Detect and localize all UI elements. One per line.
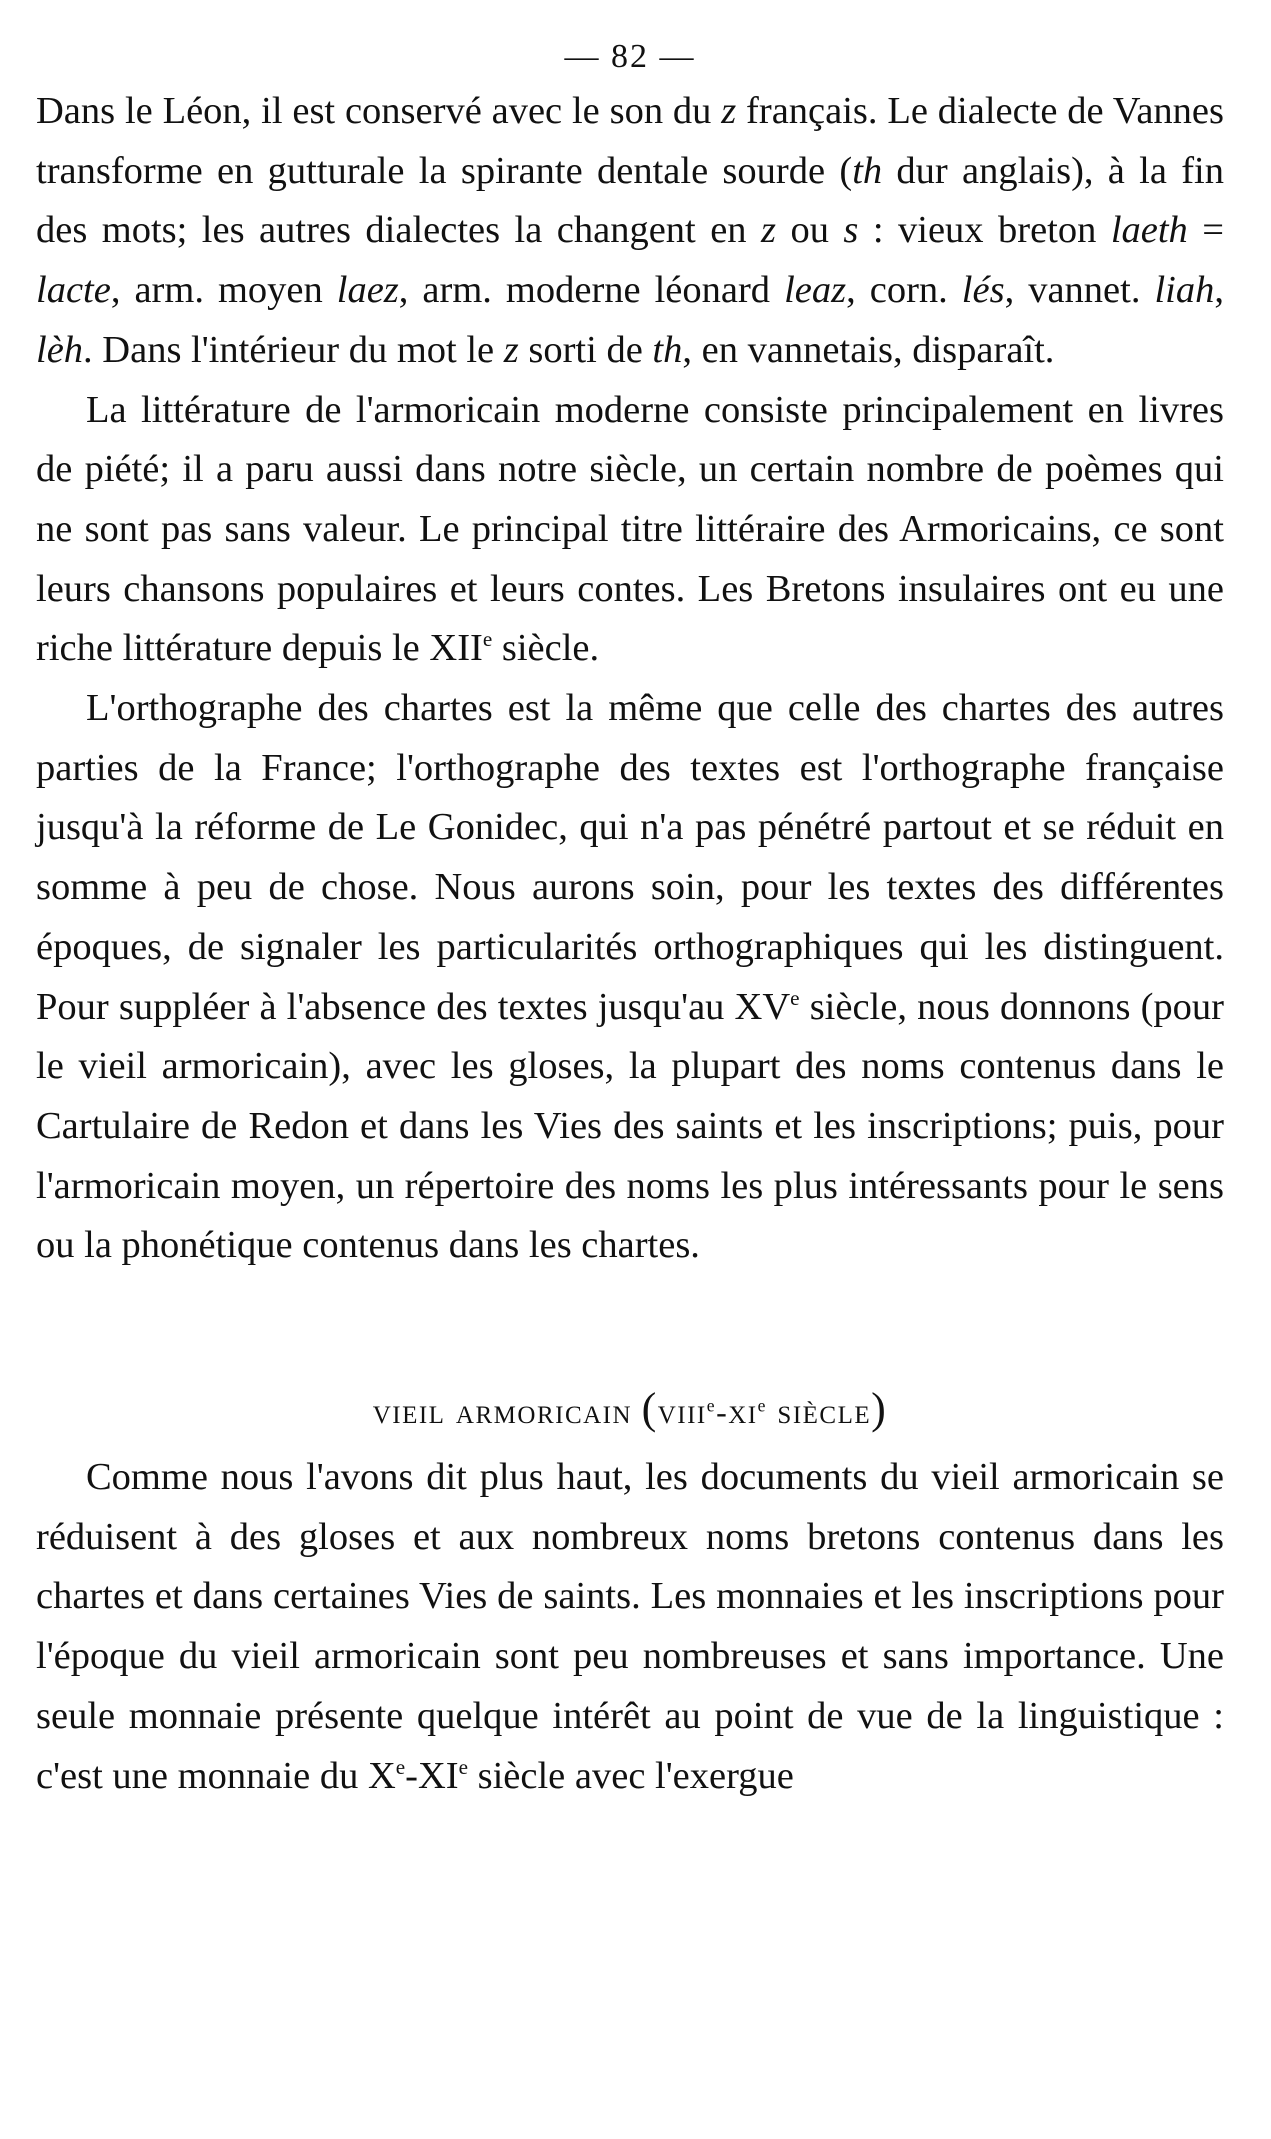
italic-term: th xyxy=(852,149,883,192)
text-run: , corn. xyxy=(846,269,962,312)
text-run: ou xyxy=(776,209,844,252)
italic-term: z xyxy=(721,90,737,132)
italic-term: laez xyxy=(336,269,399,312)
page-number: — 82 — xyxy=(564,38,696,75)
superscript: e xyxy=(482,627,493,652)
superscript: e xyxy=(706,1395,717,1416)
text-run: siècle. xyxy=(492,627,600,670)
text-run: Dans le Léon, il est conservé avec le son du xyxy=(36,90,722,132)
text-run: La littérature de l'armoricain moderne consiste principalement en livres de piété; il a paru aussi dans notre siècle, un certain nombre de poèmes qui ne sont pas sans valeur. Le principal titre littéraire des Armoricains, ce sont leurs chansons populaires et leurs contes. Les Bretons insulaires ont eu une riche littérature depuis le XII xyxy=(36,388,1224,670)
text-run: -XI xyxy=(405,1754,459,1797)
italic-term: liah xyxy=(1154,269,1215,312)
heading-range: viii xyxy=(657,1391,707,1432)
superscript: e xyxy=(757,1395,767,1416)
document-page xyxy=(36,0,1224,1806)
text-run: siècle, nous donnons (pour le vieil armoricain), avec les gloses, la plupart des noms contenus dans le Cartulaire de Redon et dans les Vies des saints et les inscriptions; puis, pour l'armoricain moyen, un répertoire des noms les plus intéressants pour le sens ou la phonétique contenus dans les chartes. xyxy=(36,985,1224,1267)
italic-term: th xyxy=(652,328,683,371)
text-run: . Dans l'intérieur du mot le xyxy=(83,328,504,371)
italic-term: leaz xyxy=(784,269,847,312)
superscript: e xyxy=(458,1754,468,1779)
italic-term: z xyxy=(503,328,519,371)
text-run: dur anglais), à la fin des mots; les autres dialectes la changent en xyxy=(36,149,1224,252)
text-run: L'orthographe des chartes est la même que celle des chartes des autres parties de la France; l'orthographe des textes est l'orthographe française jusqu'à la réforme de Le Gonidec, qui n'a pas pénétré partout et se réduit en somme à peu de chose. Nous aurons soin, pour les textes des différentes époques, de signaler les particularités orthographiques qui les distinguent. Pour suppléer à l'absence des textes jusqu'au XV xyxy=(36,687,1224,1028)
italic-term: lacte xyxy=(36,269,111,312)
paragraph-1 xyxy=(36,82,1224,381)
italic-term: laeth xyxy=(1110,209,1188,252)
text-run: : vieux breton xyxy=(858,209,1111,252)
heading-title: vieil armoricain xyxy=(372,1391,633,1432)
paragraph-3 xyxy=(36,679,1224,1276)
text-run: , arm. moderne léonard xyxy=(398,269,785,312)
heading-dash: - xyxy=(716,1394,729,1431)
text-run: Comme nous l'avons dit plus haut, les documents du vieil armoricain se réduisent à des gloses et aux nombreux noms bretons contenus dans les chartes et dans certaines Vies de saints. Les monnaies et les inscriptions pour l'époque du vieil armoricain sont peu nombreuses et sans importance. Une seule monnaie présente quelque intérêt au point de vue de la linguistique : c'est une monnaie du X xyxy=(36,1456,1224,1797)
italic-term: lèh xyxy=(36,328,84,371)
italic-term: z xyxy=(761,209,776,252)
superscript: e xyxy=(790,985,800,1010)
text-run: sorti de xyxy=(518,328,653,371)
text-run: siècle avec l'exergue xyxy=(468,1754,794,1797)
text-run: , en vannetais, disparaît. xyxy=(682,328,1055,371)
italic-term: s xyxy=(843,209,859,252)
heading-range: xi xyxy=(728,1391,758,1432)
text-run: , xyxy=(1214,269,1225,312)
heading-paren: ( xyxy=(641,1384,658,1434)
italic-term: lés xyxy=(961,269,1005,312)
text-run: , arm. moyen xyxy=(110,269,337,312)
section-heading xyxy=(36,1370,1224,1448)
text-run: = xyxy=(1187,209,1224,252)
text-run: , vannet. xyxy=(1004,269,1155,312)
heading-siecle: siècle xyxy=(766,1391,872,1432)
paragraph-4 xyxy=(36,1448,1224,1806)
paragraph-2 xyxy=(36,381,1224,680)
text-run: français. Le dialecte de Vannes transforme en gutturale la spirante dentale sourde ( xyxy=(36,90,1224,192)
superscript: e xyxy=(395,1754,406,1779)
heading-paren: ) xyxy=(871,1384,888,1434)
